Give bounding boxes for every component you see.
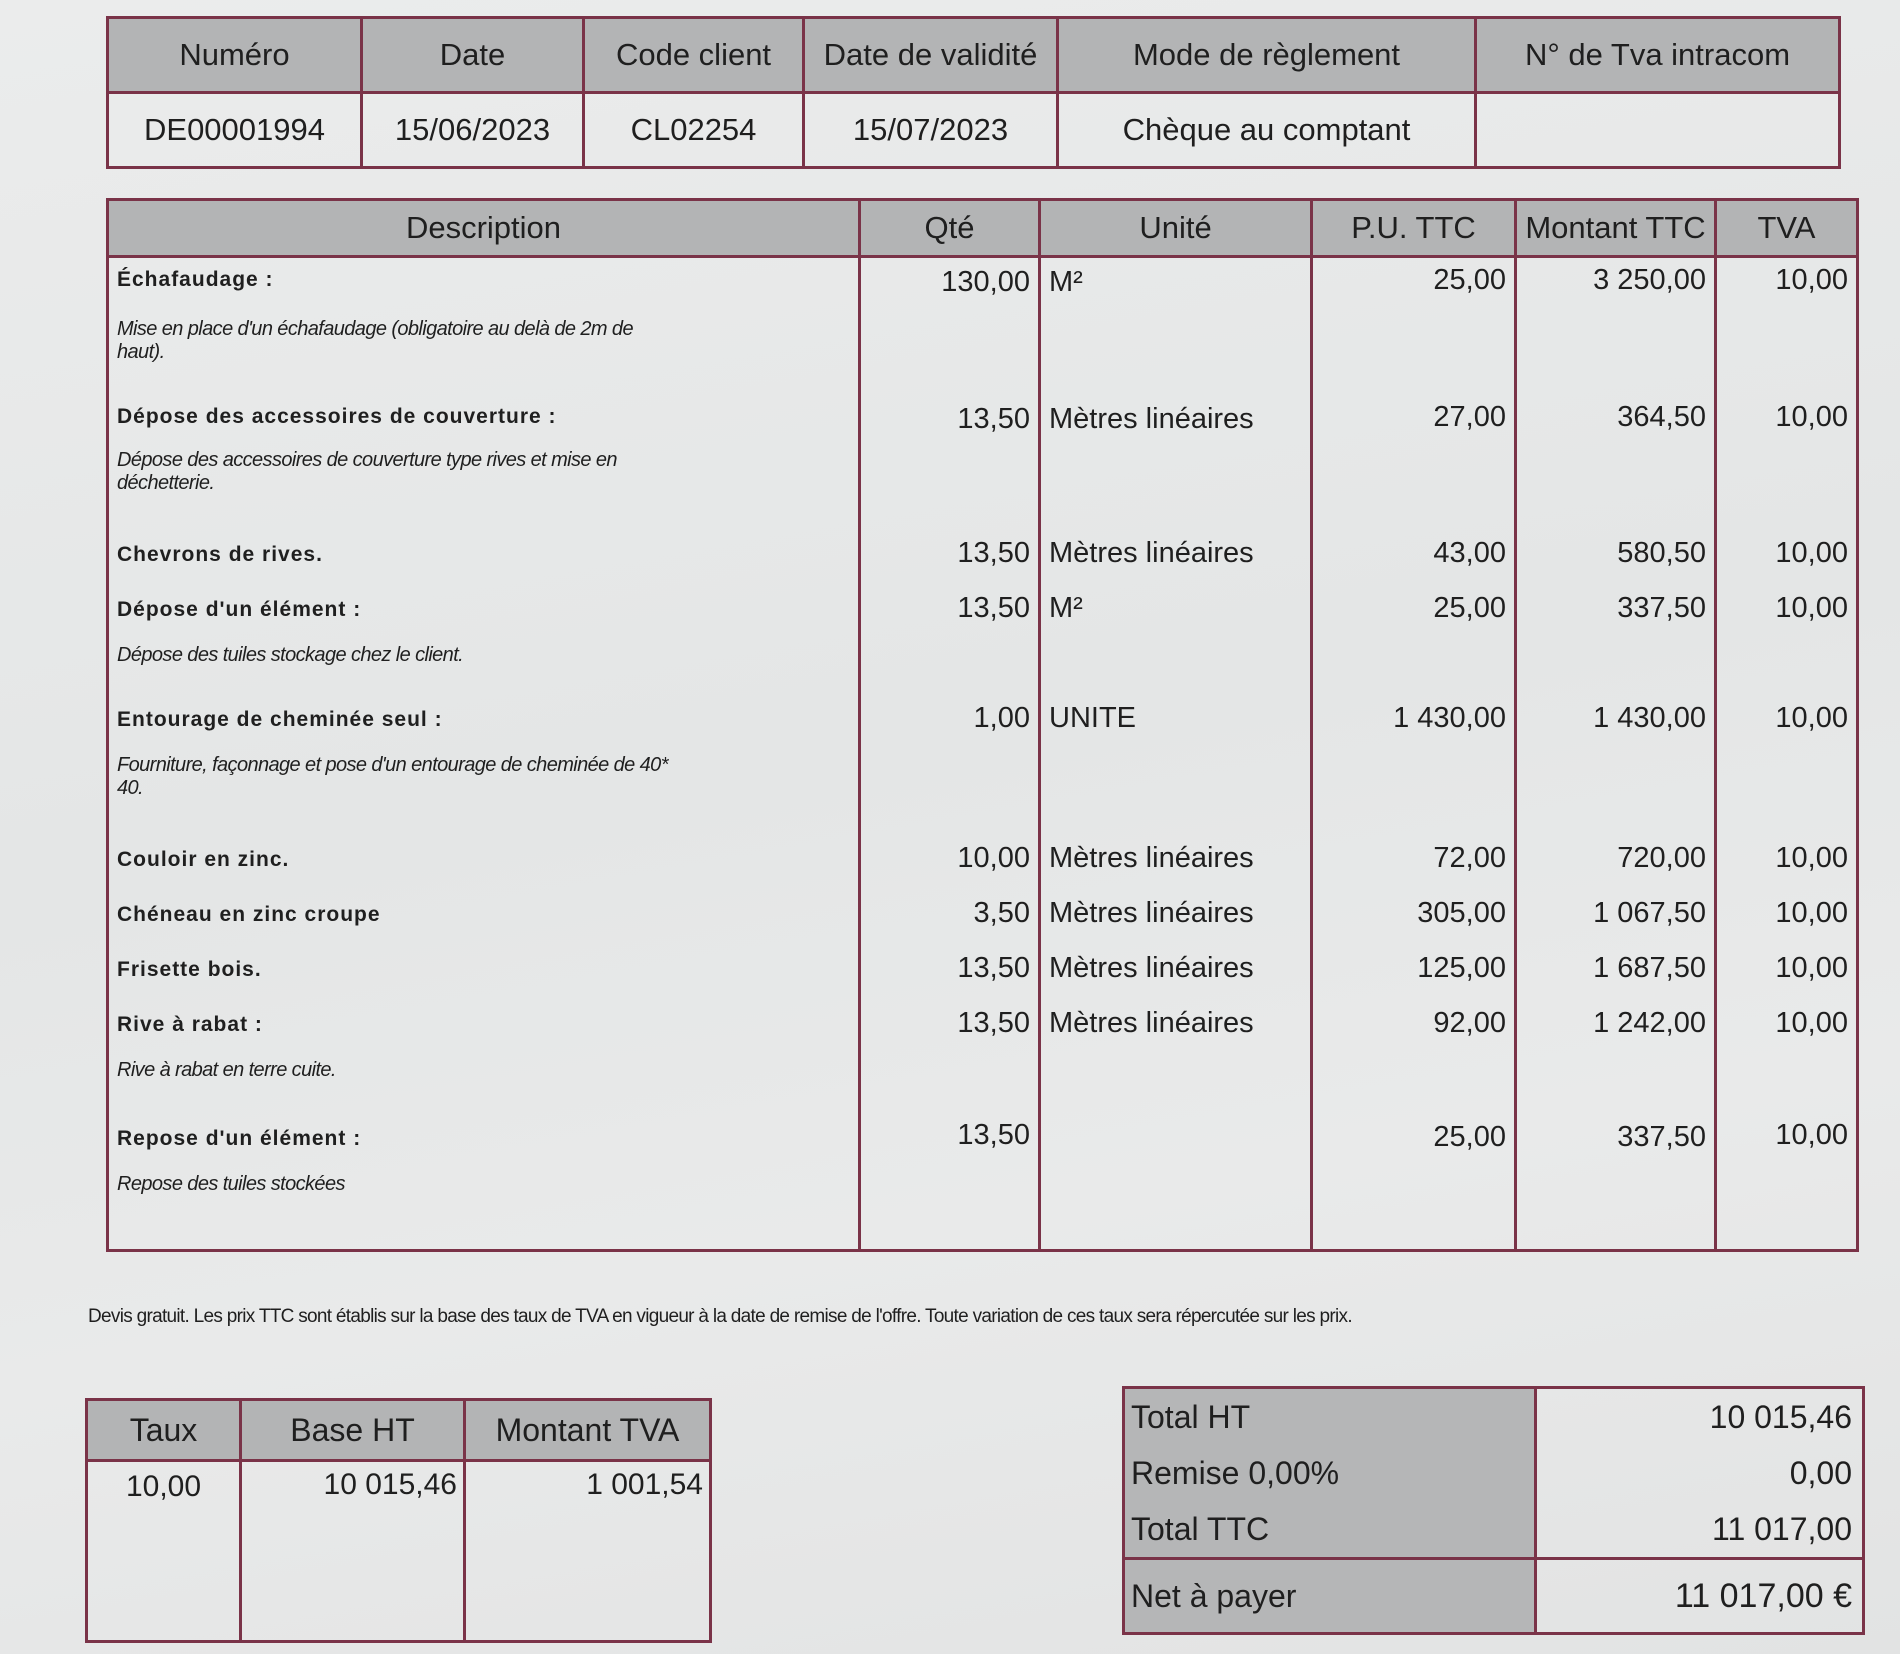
header-numero: Numéro	[108, 18, 362, 93]
line-unit: Mètres linéaires	[1040, 948, 1312, 1003]
header-tva: TVA	[1716, 200, 1858, 257]
line-detail: Dépose des accessoires de couverture type rives et mise en déchetterie.	[117, 448, 617, 494]
net-to-pay-value: 11 017,00 €	[1536, 1559, 1864, 1634]
line-unit: M²	[1040, 257, 1312, 395]
quote-lines-table	[106, 198, 1859, 1252]
line-item	[108, 1003, 1858, 1115]
line-item	[108, 257, 1858, 395]
line-unit: Mètres linéaires	[1040, 838, 1312, 893]
line-qty: 13,50	[860, 1003, 1040, 1115]
discount-label: Remise 0,00%	[1124, 1445, 1536, 1501]
line-detail: Rive à rabat en terre cuite.	[117, 1058, 336, 1081]
line-title: Frisette bois.	[117, 957, 262, 981]
total-ht-value: 10 015,46	[1536, 1388, 1864, 1446]
line-qty: 1,00	[860, 698, 1040, 838]
totals-table	[1122, 1386, 1865, 1635]
line-unit-price: 25,00	[1312, 1115, 1516, 1251]
line-item	[108, 395, 1858, 533]
line-tva: 10,00	[1716, 893, 1858, 948]
line-tva: 10,00	[1716, 395, 1858, 533]
line-tva: 10,00	[1716, 588, 1858, 698]
payment-mode: Chèque au comptant	[1058, 93, 1476, 168]
header-unit-price: P.U. TTC	[1312, 200, 1516, 257]
header-description: Description	[108, 200, 860, 257]
quote-number: DE00001994	[108, 93, 362, 168]
line-unit: Mètres linéaires	[1040, 533, 1312, 588]
line-amount: 1 242,00	[1516, 1003, 1716, 1115]
line-detail: Dépose des tuiles stockage chez le client.	[117, 643, 464, 666]
line-qty: 130,00	[860, 257, 1040, 395]
line-title: Repose d'un élément :	[117, 1126, 362, 1150]
line-amount: 364,50	[1516, 395, 1716, 533]
line-amount: 1 430,00	[1516, 698, 1716, 838]
line-qty: 13,50	[860, 533, 1040, 588]
line-title: Rive à rabat :	[117, 1012, 263, 1036]
line-qty: 13,50	[860, 1115, 1040, 1251]
line-amount: 580,50	[1516, 533, 1716, 588]
line-qty: 3,50	[860, 893, 1040, 948]
header-vat-rate: Taux	[87, 1400, 241, 1461]
line-detail: Fourniture, façonnage et pose d'un entourage de cheminée de 40* 40.	[117, 753, 668, 799]
line-qty: 13,50	[860, 395, 1040, 533]
discount-value: 0,00	[1536, 1445, 1864, 1501]
line-unit: M²	[1040, 588, 1312, 698]
header-amount: Montant TTC	[1516, 200, 1716, 257]
quote-legal-note: Devis gratuit. Les prix TTC sont établis sur la base des taux de TVA en vigueur à la date de remise de l'offre. Toute variation de ces taux sera répercutée sur les prix.	[88, 1306, 1352, 1327]
line-amount: 1 687,50	[1516, 948, 1716, 1003]
line-unit-price: 305,00	[1312, 893, 1516, 948]
vat-rate: 10,00	[87, 1461, 241, 1642]
net-to-pay-label: Net à payer	[1124, 1559, 1536, 1634]
line-detail: Repose des tuiles stockées	[117, 1172, 345, 1195]
line-unit: Mètres linéaires	[1040, 893, 1312, 948]
line-unit-price: 92,00	[1312, 1003, 1516, 1115]
line-item	[108, 838, 1858, 893]
line-title: Échafaudage :	[117, 268, 274, 291]
validity-date: 15/07/2023	[804, 93, 1058, 168]
line-title: Chevrons de rives.	[117, 542, 323, 566]
header-vat-amount: Montant TVA	[465, 1400, 711, 1461]
line-unit: Mètres linéaires	[1040, 1003, 1312, 1115]
line-title: Dépose d'un élément :	[117, 597, 362, 621]
line-tva: 10,00	[1716, 257, 1858, 395]
vat-summary-table	[85, 1398, 712, 1643]
line-unit: Mètres linéaires	[1040, 395, 1312, 533]
header-unit: Unité	[1040, 200, 1312, 257]
line-tva: 10,00	[1716, 838, 1858, 893]
header-date: Date	[362, 18, 584, 93]
line-qty: 10,00	[860, 838, 1040, 893]
header-tva-intracom: N° de Tva intracom	[1476, 18, 1840, 93]
line-tva: 10,00	[1716, 698, 1858, 838]
header-mode-reglement: Mode de règlement	[1058, 18, 1476, 93]
total-ht-label: Total HT	[1124, 1388, 1536, 1446]
line-title: Dépose des accessoires de couverture :	[117, 404, 557, 428]
line-unit-price: 25,00	[1312, 588, 1516, 698]
line-amount: 1 067,50	[1516, 893, 1716, 948]
line-unit-price: 72,00	[1312, 838, 1516, 893]
line-amount: 337,50	[1516, 1115, 1716, 1251]
line-unit-price: 125,00	[1312, 948, 1516, 1003]
line-tva: 10,00	[1716, 948, 1858, 1003]
line-qty: 13,50	[860, 588, 1040, 698]
line-amount: 3 250,00	[1516, 257, 1716, 395]
line-unit-price: 1 430,00	[1312, 698, 1516, 838]
line-unit-price: 25,00	[1312, 257, 1516, 395]
line-tva: 10,00	[1716, 1115, 1858, 1251]
header-date-validite: Date de validité	[804, 18, 1058, 93]
line-amount: 337,50	[1516, 588, 1716, 698]
quote-date: 15/06/2023	[362, 93, 584, 168]
header-code-client: Code client	[584, 18, 804, 93]
line-title: Entourage de cheminée seul :	[117, 707, 443, 731]
total-ttc-label: Total TTC	[1124, 1501, 1536, 1559]
line-amount: 720,00	[1516, 838, 1716, 893]
tva-intracom-number	[1476, 93, 1840, 168]
line-item	[108, 533, 1858, 588]
line-unit	[1040, 1115, 1312, 1251]
quote-meta-table	[106, 16, 1841, 169]
client-code: CL02254	[584, 93, 804, 168]
line-detail: Mise en place d'un échafaudage (obligatoire au delà de 2m de haut).	[117, 318, 633, 363]
line-tva: 10,00	[1716, 1003, 1858, 1115]
line-title: Chéneau en zinc croupe	[117, 902, 381, 926]
line-item	[108, 948, 1858, 1003]
line-qty: 13,50	[860, 948, 1040, 1003]
line-unit-price: 43,00	[1312, 533, 1516, 588]
line-unit-price: 27,00	[1312, 395, 1516, 533]
line-item	[108, 1115, 1858, 1251]
header-qty: Qté	[860, 200, 1040, 257]
line-unit: UNITE	[1040, 698, 1312, 838]
line-title: Couloir en zinc.	[117, 847, 290, 871]
line-item	[108, 698, 1858, 838]
line-item	[108, 588, 1858, 698]
total-ttc-value: 11 017,00	[1536, 1501, 1864, 1559]
vat-base: 10 015,46	[241, 1461, 465, 1642]
line-item	[108, 893, 1858, 948]
header-vat-base: Base HT	[241, 1400, 465, 1461]
line-tva: 10,00	[1716, 533, 1858, 588]
vat-amount: 1 001,54	[465, 1461, 711, 1642]
